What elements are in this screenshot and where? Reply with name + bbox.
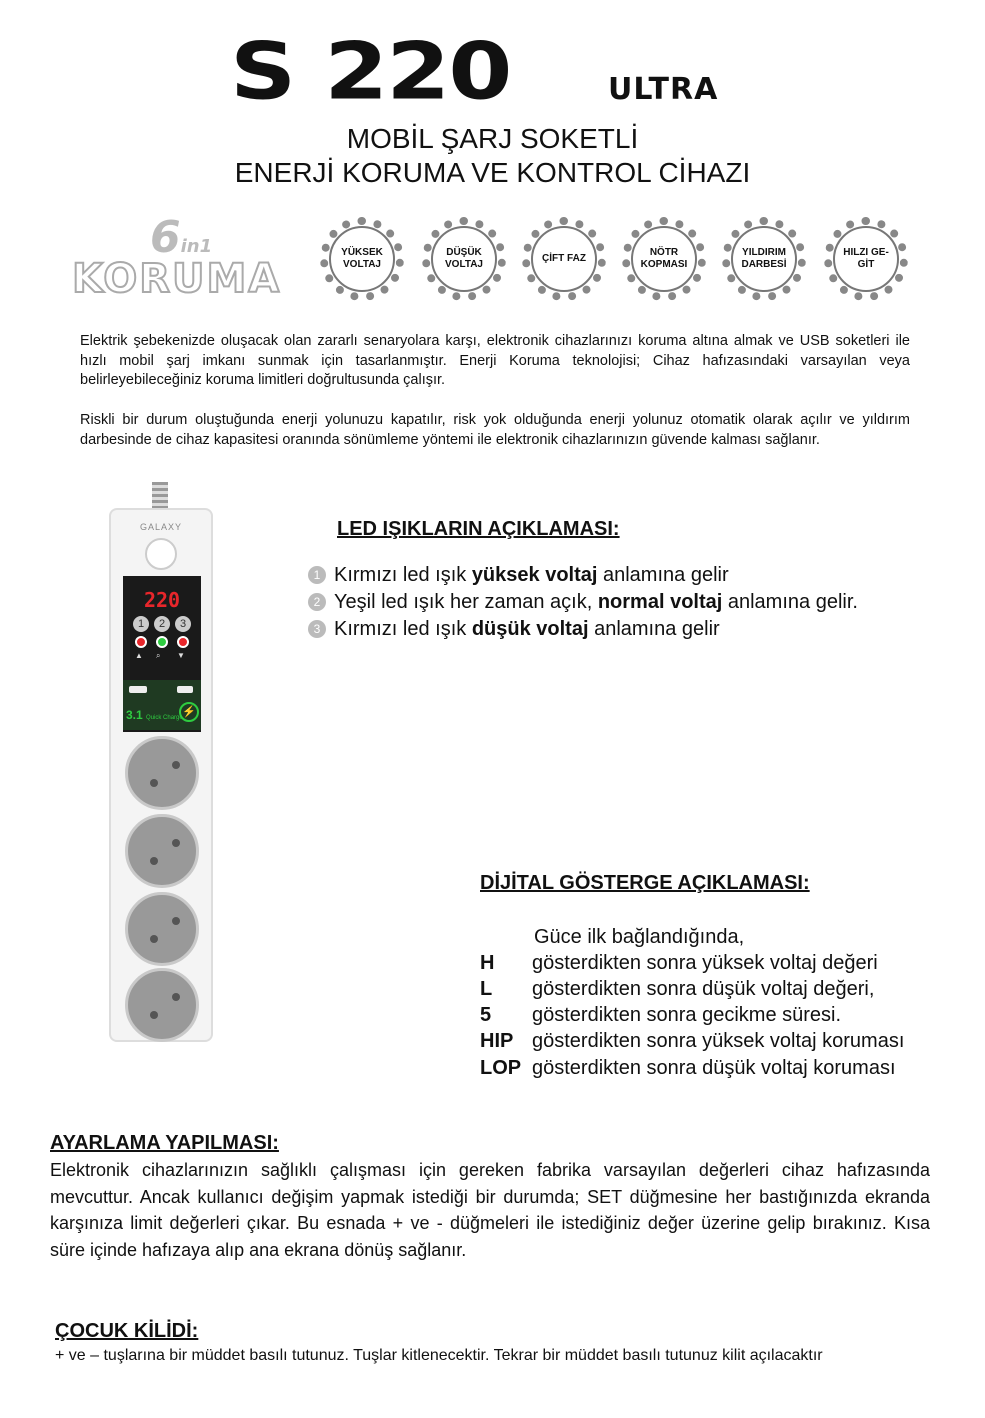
device-body	[109, 508, 213, 1042]
socket-4	[125, 968, 199, 1042]
indicator-1: 1	[133, 616, 149, 632]
child-lock-text: + ve – tuşlarına bir müddet basılı tutunuz. Tuşlar kitlenecektir. Tekrar bir müddet basılı tutunuz kilit açılacaktır	[55, 1347, 823, 1364]
usb-c-port	[177, 686, 193, 693]
digital-section-title: DİJİTAL GÖSTERGE AÇIKLAMASI:	[480, 872, 810, 894]
digital-item-l: L gösterdikten sonra düşük voltaj değeri,	[480, 978, 875, 1000]
brand-header	[0, 26, 985, 120]
model-name: S 220	[230, 26, 511, 118]
set-symbol: ⌕	[156, 651, 161, 660]
badge-fast-switch: HILZI GE-GİT	[824, 217, 908, 301]
digital-item-h: H gösterdikten sonra yüksek voltaj değeri	[480, 952, 878, 974]
badge-neutral-loss: NÖTR KOPMASI	[622, 217, 706, 301]
led-section-title: LED IŞIKLARIN AÇIKLAMASI:	[337, 518, 620, 540]
led-item-2: 2 Yeşil led ışık her zaman açık, normal voltaj anlamına gelir.	[308, 589, 858, 615]
digital-item-lop: LOP gösterdikten sonra düşük voltaj koruması	[480, 1057, 896, 1079]
up-symbol: ▲	[135, 651, 143, 660]
usb-a-port	[129, 686, 147, 693]
usb-area	[123, 680, 201, 730]
indicator-2: 2	[154, 616, 170, 632]
indicator-3: 3	[175, 616, 191, 632]
device-brand: GALAXY	[139, 522, 183, 532]
led-red-high	[135, 636, 147, 648]
usb-label: 3.1 Quick Charge	[126, 708, 183, 722]
down-symbol: ▼	[177, 651, 185, 660]
koruma-label: KORUMA	[72, 256, 282, 302]
socket-1	[125, 736, 199, 810]
model-variant: ULTRA	[608, 72, 719, 107]
digital-item-5: 5 gösterdikten sonra gecikme süresi.	[480, 1004, 842, 1026]
subtitle-line-2: ENERJİ KORUMA VE KONTROL CİHAZI	[234, 157, 751, 188]
settings-text: Elektronik cihazlarınızın sağlıklı çalışması için gereken fabrika varsayılan değerleri cihaz hafızasında mevcuttur. Ancak kullanıcı değişim yapmak istediği bir durumda; SET düğmesine her bastığınızda ekranda karşınıza limit değerleri çıkar. Bu esnada + ve - düğmeleri ile istediğiniz değer üzerine gelip bırakınız. Kısa süre içinde hafızaya alıp ana ekrana dönüş sağlanır.	[50, 1160, 930, 1260]
koruma-count: 6in1	[150, 212, 213, 263]
power-button	[145, 538, 177, 570]
digital-item-hip: HIP gösterdikten sonra yüksek voltaj koruması	[480, 1030, 905, 1052]
badge-lightning: YILDIRIM DARBESİ	[722, 217, 806, 301]
badge-low-voltage: DÜŞÜK VOLTAJ	[422, 217, 506, 301]
socket-3	[125, 892, 199, 966]
voltage-display: 220	[143, 588, 181, 612]
quick-charge-icon: ⚡	[179, 702, 199, 722]
koruma-logo	[72, 212, 307, 307]
intro-paragraph-1: Elektrik şebekenizde oluşacak olan zararlı senaryolara karşı, elektronik cihazlarınızı koruma altına almak ve USB soketleri ile hızlı mobil şarj imkanı sunmak için tasarlanmıştır. Enerji Koruma teknolojisi; Cihaz hafızasındaki varsayılan veya belirleyebileceğiniz koruma limitleri doğrultusunda çalışır.	[80, 333, 910, 388]
child-lock-title: ÇOCUK KİLİDİ:	[55, 1320, 199, 1342]
led-red-low	[177, 636, 189, 648]
settings-title: AYARLAMA YAPILMASI:	[50, 1132, 279, 1154]
badge-high-voltage: YÜKSEK VOLTAJ	[320, 217, 404, 301]
digital-intro: Güce ilk bağlandığında,	[534, 926, 745, 948]
badge-double-phase: ÇİFT FAZ	[522, 217, 606, 301]
power-strip-illustration	[109, 482, 213, 1042]
subtitle-line-1: MOBİL ŞARJ SOKETLİ	[346, 123, 639, 154]
led-green-normal	[156, 636, 168, 648]
intro-paragraph-2: Riskli bir durum oluştuğunda enerji yolunuzu kapatılır, risk yok olduğunda enerji yolunuz otomatik olarak açılır ve yıldırım darbesinde de cihaz kapasitesi oranında sönümleme yöntemi ile elektronik cihazlarınızın güvende kalması sağlanır.	[80, 412, 910, 448]
led-item-1: 1 Kırmızı led ışık yüksek voltaj anlamına gelir	[308, 562, 729, 588]
socket-2	[125, 814, 199, 888]
led-item-3: 3 Kırmızı led ışık düşük voltaj anlamına gelir	[308, 616, 720, 642]
